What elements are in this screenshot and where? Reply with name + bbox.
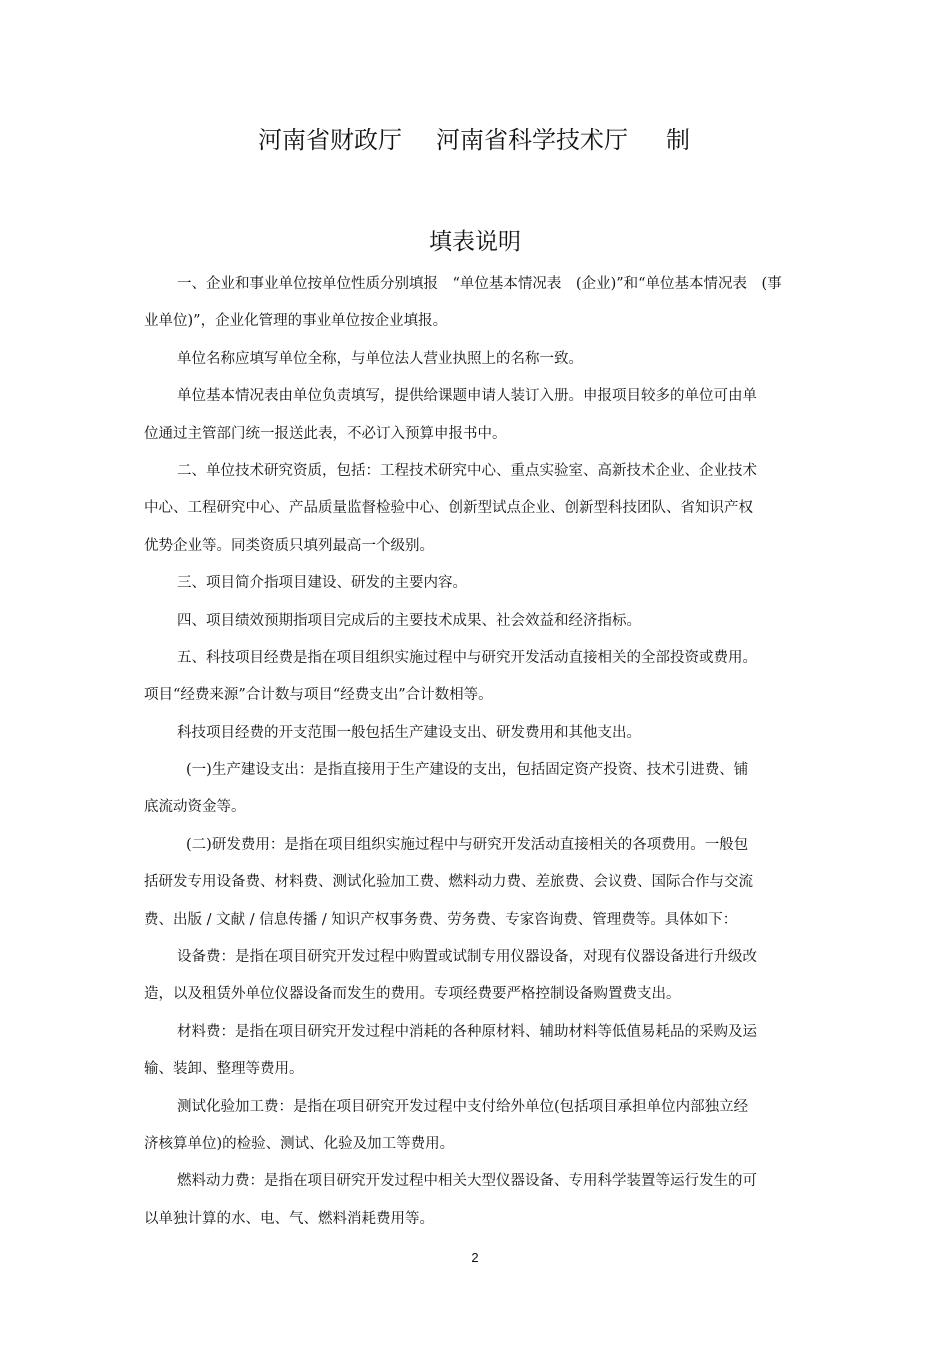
paragraph-line: 优势企业等。同类资质只填列最高一个级别。: [144, 537, 434, 554]
paragraph-line: 业单位)”，企业化管理的事业单位按企业填报。: [144, 313, 448, 330]
paragraph-line: 济核算单位)的检验、测试、化验及加工等费用。: [144, 1135, 455, 1152]
issuer-finance-dept: 河南省财政厅: [258, 126, 402, 154]
paragraph-line: 费、出版 / 文献 / 信息传播 / 知识产权事务费、劳务费、专家咨询费、管理费等。具体如下：: [144, 911, 738, 928]
paragraph: [144, 1089, 794, 1164]
paragraph-line: 测试化验加工费：是指在项目研究开发过程中支付给外单位(包括项目承担单位内部独立经: [177, 1098, 749, 1115]
instructions-body: [144, 266, 794, 1238]
paragraph-line: 二、单位技术研究资质，包括：工程技术研究中心、重点实验室、高新技术企业、企业技术: [177, 462, 757, 479]
paragraph: [144, 939, 794, 1014]
issuer-science-dept: 河南省科学技术厅: [436, 126, 628, 154]
paragraph-line: 括研发专用设备费、材料费、测试化验加工费、燃料动力费、差旅费、会议费、国际合作与交流: [144, 874, 753, 891]
paragraph-line: 底流动资金等。: [144, 799, 246, 816]
paragraph: [144, 827, 794, 939]
paragraph-line: 造，以及租赁外单位仪器设备而发生的费用。专项经费要严格控制设备购置费支出。: [144, 986, 681, 1003]
page-title: 填表说明: [429, 229, 521, 255]
paragraph-line: 单位名称应填写单位全称，与单位法人营业执照上的名称一致。: [177, 350, 583, 367]
paragraph: [144, 1014, 794, 1089]
paragraph-line: 位通过主管部门统一报送此表，不必订入预算申报书中。: [144, 425, 507, 442]
paragraph: [144, 752, 794, 827]
paragraph: [144, 715, 794, 752]
issuer-suffix: 制: [666, 126, 690, 154]
paragraph-line: (一)生产建设支出：是指直接用于生产建设的支出，包括固定资产投资、技术引进费、铺: [186, 762, 749, 779]
paragraph: [144, 378, 794, 453]
paragraph: [144, 341, 794, 378]
paragraph: [144, 1163, 794, 1238]
paragraph: [144, 640, 794, 715]
paragraph-line: 四、项目绩效预期指项目完成后的主要技术成果、社会效益和经济指标。: [177, 612, 641, 629]
paragraph-line: 以单独计算的水、电、气、燃料消耗费用等。: [144, 1210, 434, 1227]
paragraph-line: 科技项目经费的开支范围一般包括生产建设支出、研发费用和其他支出。: [177, 724, 641, 741]
paragraph-line: 中心、工程研究中心、产品质量监督检验中心、创新型试点企业、创新型科技团队、省知识产权: [144, 500, 753, 517]
paragraph-line: (二)研发费用：是指在项目组织实施过程中与研究开发活动直接相关的各项费用。一般包: [186, 836, 749, 853]
paragraph: [144, 266, 794, 341]
paragraph-line: 三、项目简介指项目建设、研发的主要内容。: [177, 575, 467, 592]
paragraph-line: 单位基本情况表由单位负责填写，提供给课题申请人装订入册。申报项目较多的单位可由单: [177, 388, 757, 405]
paragraph-line: 材料费：是指在项目研究开发过程中消耗的各种原材料、辅助材料等低值易耗品的采购及运: [177, 1023, 757, 1040]
paragraph-line: 设备费：是指在项目研究开发过程中购置或试制专用仪器设备，对现有仪器设备进行升级改: [177, 949, 757, 966]
paragraph-line: 一、企业和事业单位按单位性质分别填报 “单位基本情况表 (企业)”和“单位基本情况表 (事: [177, 276, 782, 292]
paragraph-line: 五、科技项目经费是指在项目组织实施过程中与研究开发活动直接相关的全部投资或费用。: [177, 649, 757, 666]
paragraph: [144, 565, 794, 602]
paragraph-line: 燃料动力费：是指在项目研究开发过程中相关大型仪器设备、专用科学装置等运行发生的可: [177, 1173, 757, 1190]
paragraph: [144, 453, 794, 565]
paragraph: [144, 603, 794, 640]
paragraph-line: 输、装卸、整理等费用。: [144, 1061, 304, 1078]
paragraph-line: 项目“经费来源”合计数与项目“经费支出”合计数相等。: [144, 687, 493, 704]
page-number: 2: [471, 1250, 479, 1265]
